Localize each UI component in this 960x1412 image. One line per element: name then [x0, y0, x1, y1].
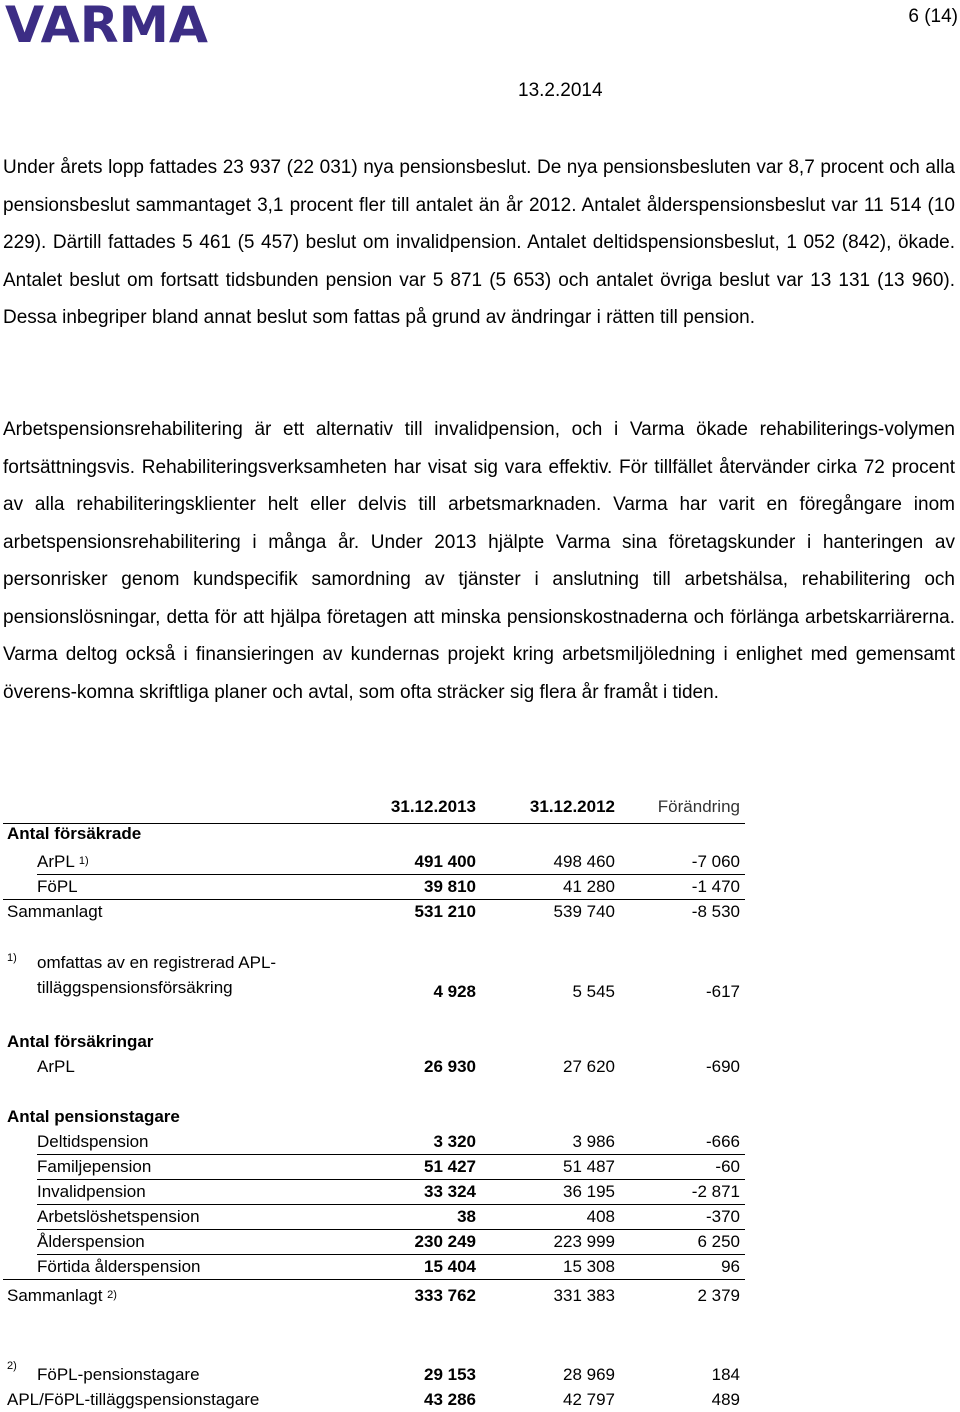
cell-pensioner-change: -60: [715, 1157, 740, 1176]
row-rule: [37, 1229, 745, 1230]
row-rule: [37, 1154, 745, 1155]
row-label-pensioner: Arbetslöshetspension: [37, 1207, 200, 1226]
row-rule: [3, 1279, 745, 1280]
cell-policies-arpl-2012: 27 620: [563, 1057, 615, 1076]
cell-pensioner-2012: 223 999: [553, 1232, 615, 1251]
document-date: 13.2.2014: [518, 80, 603, 101]
row-label-arpl: ArPL $^{1)}$: [37, 852, 89, 871]
cell-apl-pensioners-2013: 43 286: [424, 1390, 476, 1409]
row-label-pensioner: Invalidpension: [37, 1182, 146, 1201]
cell-total-pensioners-2012: 331 383: [553, 1286, 615, 1305]
cell-pensioner-2013: 3 320: [433, 1132, 476, 1151]
cell-pensioner-2013: 15 404: [424, 1257, 476, 1276]
col-header-change: Förändring: [657, 797, 740, 816]
row-rule: [3, 899, 745, 900]
row-label-total-pensioners: Sammanlagt $^{2)}$: [7, 1286, 117, 1305]
footnote-1-line-1: omfattas av en registrerad APL-: [37, 953, 277, 972]
row-label-fopl: FöPL: [37, 877, 78, 896]
row-rule: [37, 1179, 745, 1180]
varma-logo: [5, 0, 210, 48]
cell-pensioner-2012: 15 308: [563, 1257, 615, 1276]
cell-fopl-2012: 41 280: [563, 877, 615, 896]
row-label-pensioner: Deltidspension: [37, 1132, 149, 1151]
footnote-1-line-2: tilläggspensionsförsäkring: [37, 978, 233, 997]
cell-pensioner-2013: 38: [457, 1207, 476, 1226]
cell-pensioner-change: -666: [705, 1132, 740, 1151]
row-label-total-insured: Sammanlagt: [7, 902, 103, 921]
paragraph-pension-decisions: Under årets lopp fattades 23 937 (22 031) nya pensionsbeslut. De nya pensionsbesluten var 8,7 procent och alla pensionsbeslut sammantaget 3,1 procent fler till antalet än år 2012. Antalet ålderspensionsbeslut var 11 514 (10 229). Därtill fattades 5 461 (5 457) beslut om invalidpension. Antalet deltidspensionsbeslut, 1 052 (842), ökade. Antalet beslut om fortsatt tidsbunden pension var 5 871 (5 653) och antalet övriga beslut var 13 131 (13 960). Dessa inbegriper bland annat beslut som fattas på grund av ändringar i rätten till pension.: [3, 157, 955, 328]
cell-policies-arpl-2013: 26 930: [424, 1057, 476, 1076]
row-label-fopl-pensioners: FöPL-pensionstagare: [37, 1365, 200, 1384]
cell-apl-pensioners-change: 489: [711, 1390, 740, 1409]
cell-total-insured-2013: 531 210: [414, 902, 476, 921]
row-rule: [37, 1254, 745, 1255]
cell-pensioner-2013: 51 427: [424, 1157, 476, 1176]
cell-pensioner-2012: 51 487: [563, 1157, 615, 1176]
cell-pensioner-change: 6 250: [697, 1232, 740, 1251]
row-label-pensioner: Förtida ålderspension: [37, 1257, 201, 1276]
cell-fopl-2013: 39 810: [424, 877, 476, 896]
cell-total-pensioners-change: 2 379: [697, 1286, 740, 1305]
cell-arpl-2013: 491 400: [414, 852, 476, 871]
cell-pensioner-2013: 33 324: [424, 1182, 476, 1201]
row-rule: [37, 1204, 745, 1205]
cell-fopl-pensioners-2012: 28 969: [563, 1365, 615, 1384]
row-label-pensioner: Ålderspension: [37, 1232, 145, 1251]
logo-text: VARMA: [5, 0, 209, 48]
cell-fopl-pensioners-change: 184: [711, 1365, 740, 1384]
row-label-policies-arpl: ArPL: [37, 1057, 75, 1076]
cell-pensioner-2013: 230 249: [414, 1232, 476, 1251]
cell-note1-change: -617: [705, 982, 740, 1001]
section-title-pensioners: Antal pensionstagare: [7, 1107, 180, 1126]
cell-pensioner-change: -2 871: [691, 1182, 740, 1201]
cell-total-insured-change: -8 530: [691, 902, 740, 921]
cell-policies-arpl-change: -690: [705, 1057, 740, 1076]
cell-note1-2012: 5 545: [572, 982, 615, 1001]
row-label-apl-pensioners: APL/FöPL-tilläggspensionstagare: [7, 1390, 260, 1409]
cell-total-pensioners-2013: 333 762: [414, 1286, 476, 1305]
paragraph-rehabilitation: Arbetspensionsrehabilitering är ett alternativ till invalidpension, och i Varma ökade rehabiliterings-volymen fortsättningsvis. Rehabiliteringsverksamheten har visat sig vara effektiv. För tillfället återvänder cirka 72 procent av alla rehabiliteringsklienter helt eller delvis till arbetsmarknaden. Varma har varit en föregångare inom arbetspensionsrehabilitering i många år. Under 2013 hjälpte Varma sina företagskunder i hanteringen av personrisker genom kundspecifik samordning av tjänster i anslutning till arbetshälsa, rehabilitering och pensionslösningar, detta för att hjälpa företagen att minska pensionskostnaderna och förlänga arbetskarriärerna. Varma deltog också i finansieringen av kundernas projekt kring arbetsmiljöledning i enlighet med gemensamt överens-komna skriftliga planer och avtal, som ofta sträcker sig flera år framåt i tiden.: [3, 419, 955, 703]
cell-total-insured-2012: 539 740: [553, 902, 615, 921]
section-title-insured: Antal försäkrade: [7, 824, 142, 843]
row-rule: [37, 874, 745, 875]
cell-apl-pensioners-2012: 42 797: [563, 1390, 615, 1409]
cell-fopl-pensioners-2013: 29 153: [424, 1365, 476, 1384]
cell-fopl-change: -1 470: [691, 877, 740, 896]
cell-pensioner-change: -370: [705, 1207, 740, 1226]
cell-arpl-2012: 498 460: [553, 852, 615, 871]
row-label-pensioner: Familjepension: [37, 1157, 152, 1176]
cell-pensioner-change: 96: [721, 1257, 740, 1276]
cell-pensioner-2012: 408: [586, 1207, 615, 1226]
col-header-2013: 31.12.2013: [390, 797, 476, 816]
section-title-policies: Antal försäkringar: [7, 1032, 154, 1051]
cell-pensioner-2012: 3 986: [572, 1132, 615, 1151]
footnote-mark-1: 1): [7, 952, 17, 964]
cell-pensioner-2012: 36 195: [563, 1182, 615, 1201]
cell-arpl-change: -7 060: [691, 852, 740, 871]
page-number: 6 (14): [908, 6, 958, 27]
footnote-mark-2: 2): [7, 1360, 17, 1372]
cell-note1-2013: 4 928: [433, 982, 476, 1001]
col-header-2012: 31.12.2012: [529, 797, 615, 816]
